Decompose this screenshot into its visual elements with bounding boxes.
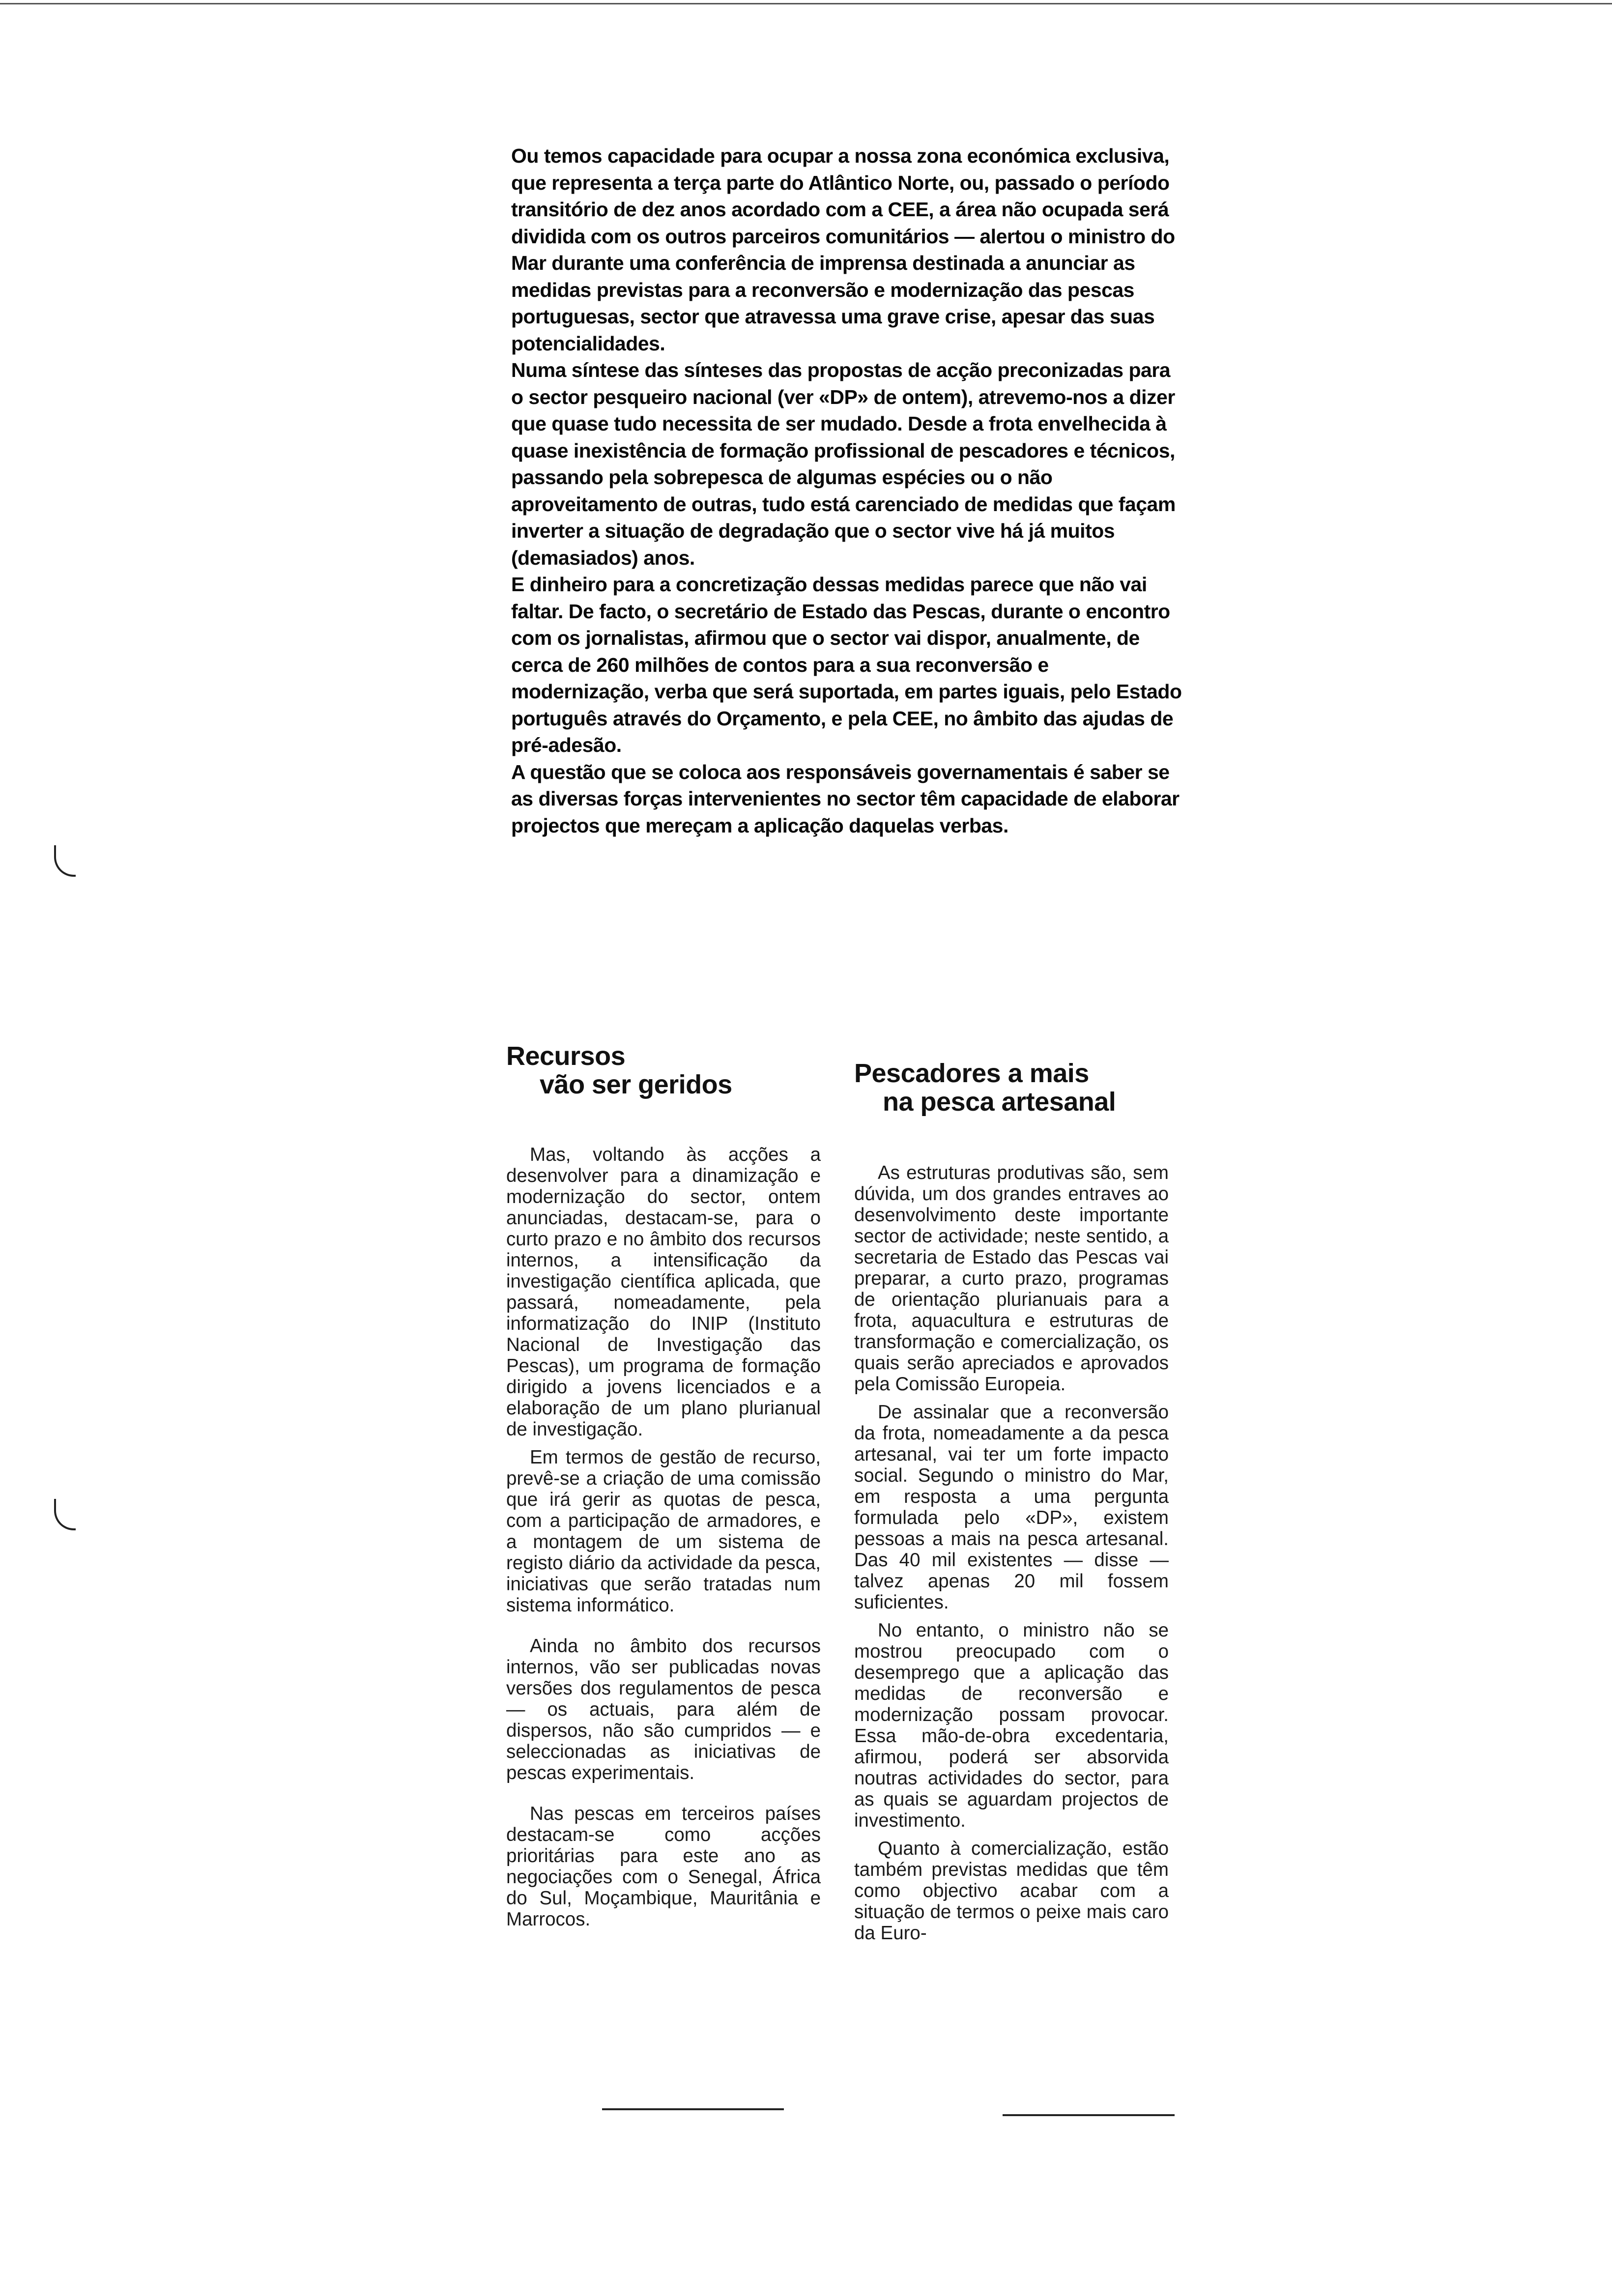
right-column-headline: [854, 1059, 1169, 1116]
left-column-headline: [506, 1042, 821, 1099]
left-column-body: [506, 1144, 821, 1930]
lead-paragraph: E dinheiro para a concretização dessas medidas parece que não vai faltar. De facto, o secretário de Estado das Pescas, durante o encontro com os jornalistas, afirmou que o sector vai dispor, anualmente, de cerca de 260 milhões de contos para a sua reconversão e modernização, verba que será suportada, em partes iguais, pelo Estado português através do Orçamento, e pela CEE, no âmbito das ajudas de pré-adesão.: [511, 573, 1182, 756]
right-column: [854, 1059, 1169, 1951]
right-column-end-rule: [1003, 2114, 1175, 2116]
body-paragraph: De assinalar que a reconversão da frota, nomeadamente a da pesca artesanal, vai ter um forte impacto social. Segundo o ministro do Mar, em resposta a uma pergunta formulada pelo «DP», existem pessoas a mais na pesca artesanal. Das 40 mil existentes — disse — talvez apenas 20 mil fossem suficientes.: [854, 1402, 1169, 1613]
left-column: [506, 1042, 821, 1937]
right-column-body: [854, 1162, 1169, 1944]
body-paragraph: Nas pescas em terceiros países destacam-se como acções prioritárias para este ano as negociações com o Senegal, África do Sul, Moçambique, Mauritânia e Marrocos.: [506, 1803, 821, 1930]
headline-line: Pescadores a mais: [854, 1059, 1089, 1088]
body-paragraph: Quanto à comercialização, estão também previstas medidas que têm como objectivo acabar com a situação de termos o peixe mais caro da Euro-: [854, 1838, 1169, 1944]
body-paragraph: Em termos de gestão de recurso, prevê-se a criação de uma comissão que irá gerir as quotas de pesca, com a participação de armadores, e a montagem de um sistema de registo diário da actividade da pesca, iniciativas que serão tratadas num sistema informático.: [506, 1447, 821, 1616]
body-paragraph: Mas, voltando às acções a desenvolver para a dinamização e modernização do sector, ontem anunciadas, destacam-se, para o curto prazo e no âmbito dos recursos internos, a intensificação da investigação científica aplicada, que passará, nomeadamente, pela informatização do INIP (Instituto Nacional de Investigação das Pescas), um programa de formação dirigido a jovens licenciados e a elaboração de um plano plurianual de investigação.: [506, 1144, 821, 1440]
headline-line: na pesca artesanal: [883, 1087, 1116, 1117]
body-paragraph: As estruturas produtivas são, sem dúvida, um dos grandes entraves ao desenvolvimento deste importante sector de actividade; neste sentido, a secretaria de Estado das Pescas vai preparar, a curto prazo, programas de orientação plurianuais para a frota, aquacultura e estruturas de transformação e comercialização, os quais serão apreciados e aprovados pela Comissão Europeia.: [854, 1162, 1169, 1395]
headline-line: Recursos: [506, 1041, 626, 1071]
headline-line: vão ser geridos: [540, 1070, 732, 1099]
body-paragraph: No entanto, o ministro não se mostrou preocupado com o desemprego que a aplicação das medidas de reconversão e modernização possam provocar. Essa mão-de-obra excedentaria, afirmou, poderá ser absorvida noutras actividades do sector, para as quais se aguardam projectos de investimento.: [854, 1620, 1169, 1831]
body-paragraph: Ainda no âmbito dos recursos internos, vão ser publicadas novas versões dos regulamentos de pesca — os actuais, para além de dispersos, não são cumpridos — e seleccionadas as iniciativas de pescas experimentais.: [506, 1636, 821, 1783]
lead-paragraph: Numa síntese das sínteses das propostas de acção preconizadas para o sector pesqueiro nacional (ver «DP» de ontem), atrevemo-nos a dizer que quase tudo necessita de ser mudado. Desde a frota envelhecida à quase inexistência de formação profissional de pescadores e técnicos, passando pela sobrepesca de algumas espécies ou o não aproveitamento de outras, tudo está carenciado de medidas que façam inverter a situação de degradação que o sector vive há já muitos (demasiados) anos.: [511, 359, 1176, 569]
lead-text: [511, 143, 1184, 839]
lead-paragraph: Ou temos capacidade para ocupar a nossa zona económica exclusiva, que representa a terça parte do Atlântico Norte, ou, passado o período transitório de dez anos acordado com a CEE, a área não ocupada será dividida com os outros parceiros comunitários — alertou o ministro do Mar durante uma conferência de imprensa destinada a anunciar as medidas previstas para a reconversão e modernização das pescas portuguesas, sector que atravessa uma grave crise, apesar das suas potencialidades.: [511, 144, 1175, 355]
lead-paragraph: A questão que se coloca aos responsáveis governamentais é saber se as diversas forças intervenientes no sector têm capacidade de elaborar projectos que mereçam a aplicação daquelas verbas.: [511, 760, 1180, 837]
left-column-end-rule: [602, 2108, 784, 2110]
